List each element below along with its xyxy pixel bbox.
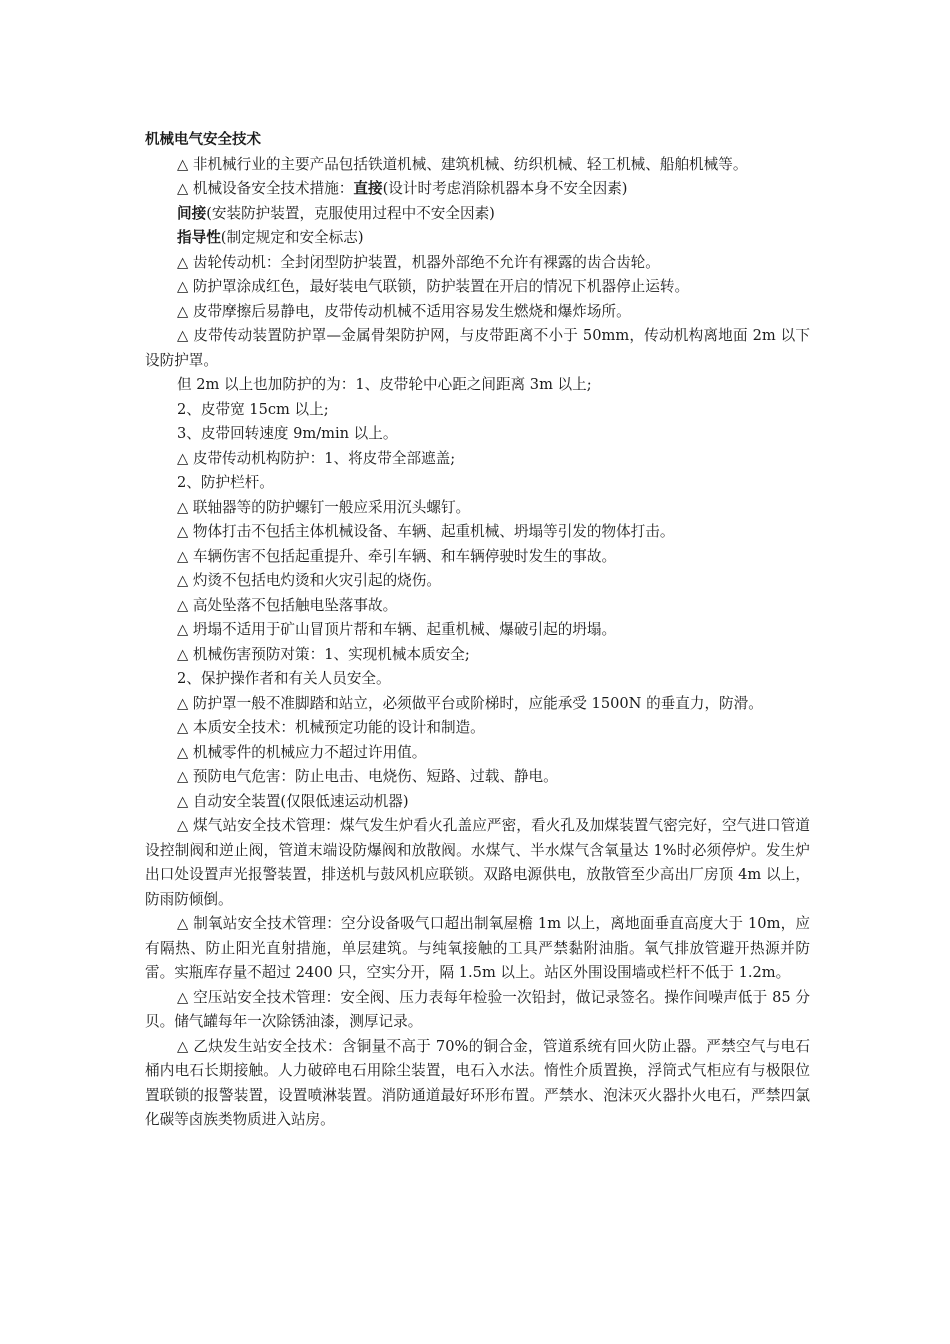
paragraph: △ 坍塌不适用于矿山冒顶片帮和车辆、起重机械、爆破引起的坍塌。 (177, 621, 617, 638)
paragraph: △ 乙炔发生站安全技术：含铜量不高于 70%的铜合金，管道系统有回火防止器。严禁空气与电石桶内电石长期接触。人力破碎电石用除尘装置，电石入水法。惰性介质置换，浮筒式气柜应有与极限位置联锁的报警装置，设置喷淋装置。消防通道最好环形布置。严禁水、泡沫灭火器扑火电石，严禁四氯化碳等卤族类物质进入站房。 (145, 1037, 810, 1128)
paragraph: △ 灼烫不包括电灼烫和火灾引起的烧伤。 (177, 572, 441, 589)
keyword-direct: 直接 (353, 180, 383, 197)
paragraph: △ 高处坠落不包括触电坠落事故。 (177, 596, 398, 614)
paragraph: 2、防护栏杆。 (177, 474, 274, 491)
paragraph: △ 皮带传动装置防护罩—金属骨架防护网，与皮带距离不小于 50mm，传动机构离地面 2m 以下设防护罩。 (145, 327, 810, 369)
paragraph: △ 齿轮传动机：全封闭型防护装置，机器外部绝不允许有裸露的齿合齿轮。 (177, 253, 660, 271)
paragraph: 2、保护操作者和有关人员安全。 (177, 670, 391, 687)
paragraph (145, 177, 810, 202)
keyword-indirect: 间接 (177, 204, 207, 222)
paragraph: 但 2m 以上也加防护的为：1、皮带轮中心距之间距离 3m 以上; (177, 376, 592, 393)
paragraph: △ 本质安全技术：机械预定功能的设计和制造。 (177, 719, 485, 736)
paragraph: △ 煤气站安全技术管理：煤气发生炉看火孔盖应严密，看火孔及加煤装置气密完好，空气进口管道设控制阀和逆止阀，管道末端设防爆阀和放散阀。水煤气、半水煤气含氧量达 1%时必须停炉。发生炉出口处设置声光报警装置，排送机与鼓风机应联锁。双路电源供电，放散管至少高出厂房顶 4m 以上，防雨防倾倒。 (145, 817, 810, 908)
paragraph: △ 空压站安全技术管理：安全阀、压力表每年检验一次铅封，做记录签名。操作间噪声低于 85 分贝。储气罐每年一次除锈油漆，测厚记录。 (145, 988, 810, 1030)
paragraph (145, 226, 810, 251)
paragraph: △ 机械零件的机械应力不超过许用值。 (177, 743, 427, 761)
text-run: △ 机械设备安全技术措施： (177, 180, 354, 197)
keyword-guidance: 指导性 (177, 229, 221, 246)
paragraph: △ 车辆伤害不包括起重提升、牵引车辆、和车辆停驶时发生的事故。 (177, 547, 617, 565)
paragraph: △ 自动安全装置(仅限低速运动机器) (177, 792, 409, 810)
paragraph: △ 非机械行业的主要产品包括铁道机械、建筑机械、纺织机械、轻工机械、船舶机械等。 (177, 155, 748, 173)
paragraph: △ 物体打击不包括主体机械设备、车辆、起重机械、坍塌等引发的物体打击。 (177, 523, 675, 540)
paragraph: △ 防护罩涂成红色，最好装电气联锁，防护装置在开启的情况下机器停止运转。 (177, 278, 690, 295)
paragraph: △ 制氧站安全技术管理：空分设备吸气口超出制氧屋檐 1m 以上，离地面垂直高度大于 10m，应有隔热、防止阳光直射措施，单层建筑。与纯氧接触的工具严禁黏附油脂。氧气排放管避开热源并防雷。实瓶库存量不超过 2400 只，空实分开，隔 1.5m 以上。站区外围设围墙或栏杆不低于 1.2m。 (145, 915, 810, 981)
text-run: (安装防护装置，克服使用过程中不安全因素) (206, 204, 495, 222)
text-run: (制定规定和安全标志) (220, 229, 364, 246)
paragraph: △ 防护罩一般不准脚踏和站立，必须做平台或阶梯时，应能承受 1500N 的垂直力，防滑。 (177, 694, 763, 712)
paragraph: △ 联轴器等的防护螺钉一般应采用沉头螺钉。 (177, 498, 471, 516)
paragraph: △ 皮带摩擦后易静电，皮带传动机械不适用容易发生燃烧和爆炸场所。 (177, 302, 631, 320)
text-run: (设计时考虑消除机器本身不安全因素) (382, 180, 628, 197)
paragraph: 3、皮带回转速度 9m/min 以上。 (177, 425, 398, 442)
paragraph: △ 机械伤害预防对策：1、实现机械本质安全; (177, 645, 470, 663)
paragraph: △ 皮带传动机构防护：1、将皮带全部遮盖; (177, 449, 456, 467)
document-page (145, 128, 810, 1133)
document-title: 机械电气安全技术 (145, 132, 261, 148)
paragraph: △ 预防电气危害：防止电击、电烧伤、短路、过载、静电。 (177, 768, 558, 785)
paragraph: 2、皮带宽 15cm 以上; (177, 400, 329, 418)
paragraph (145, 202, 810, 227)
